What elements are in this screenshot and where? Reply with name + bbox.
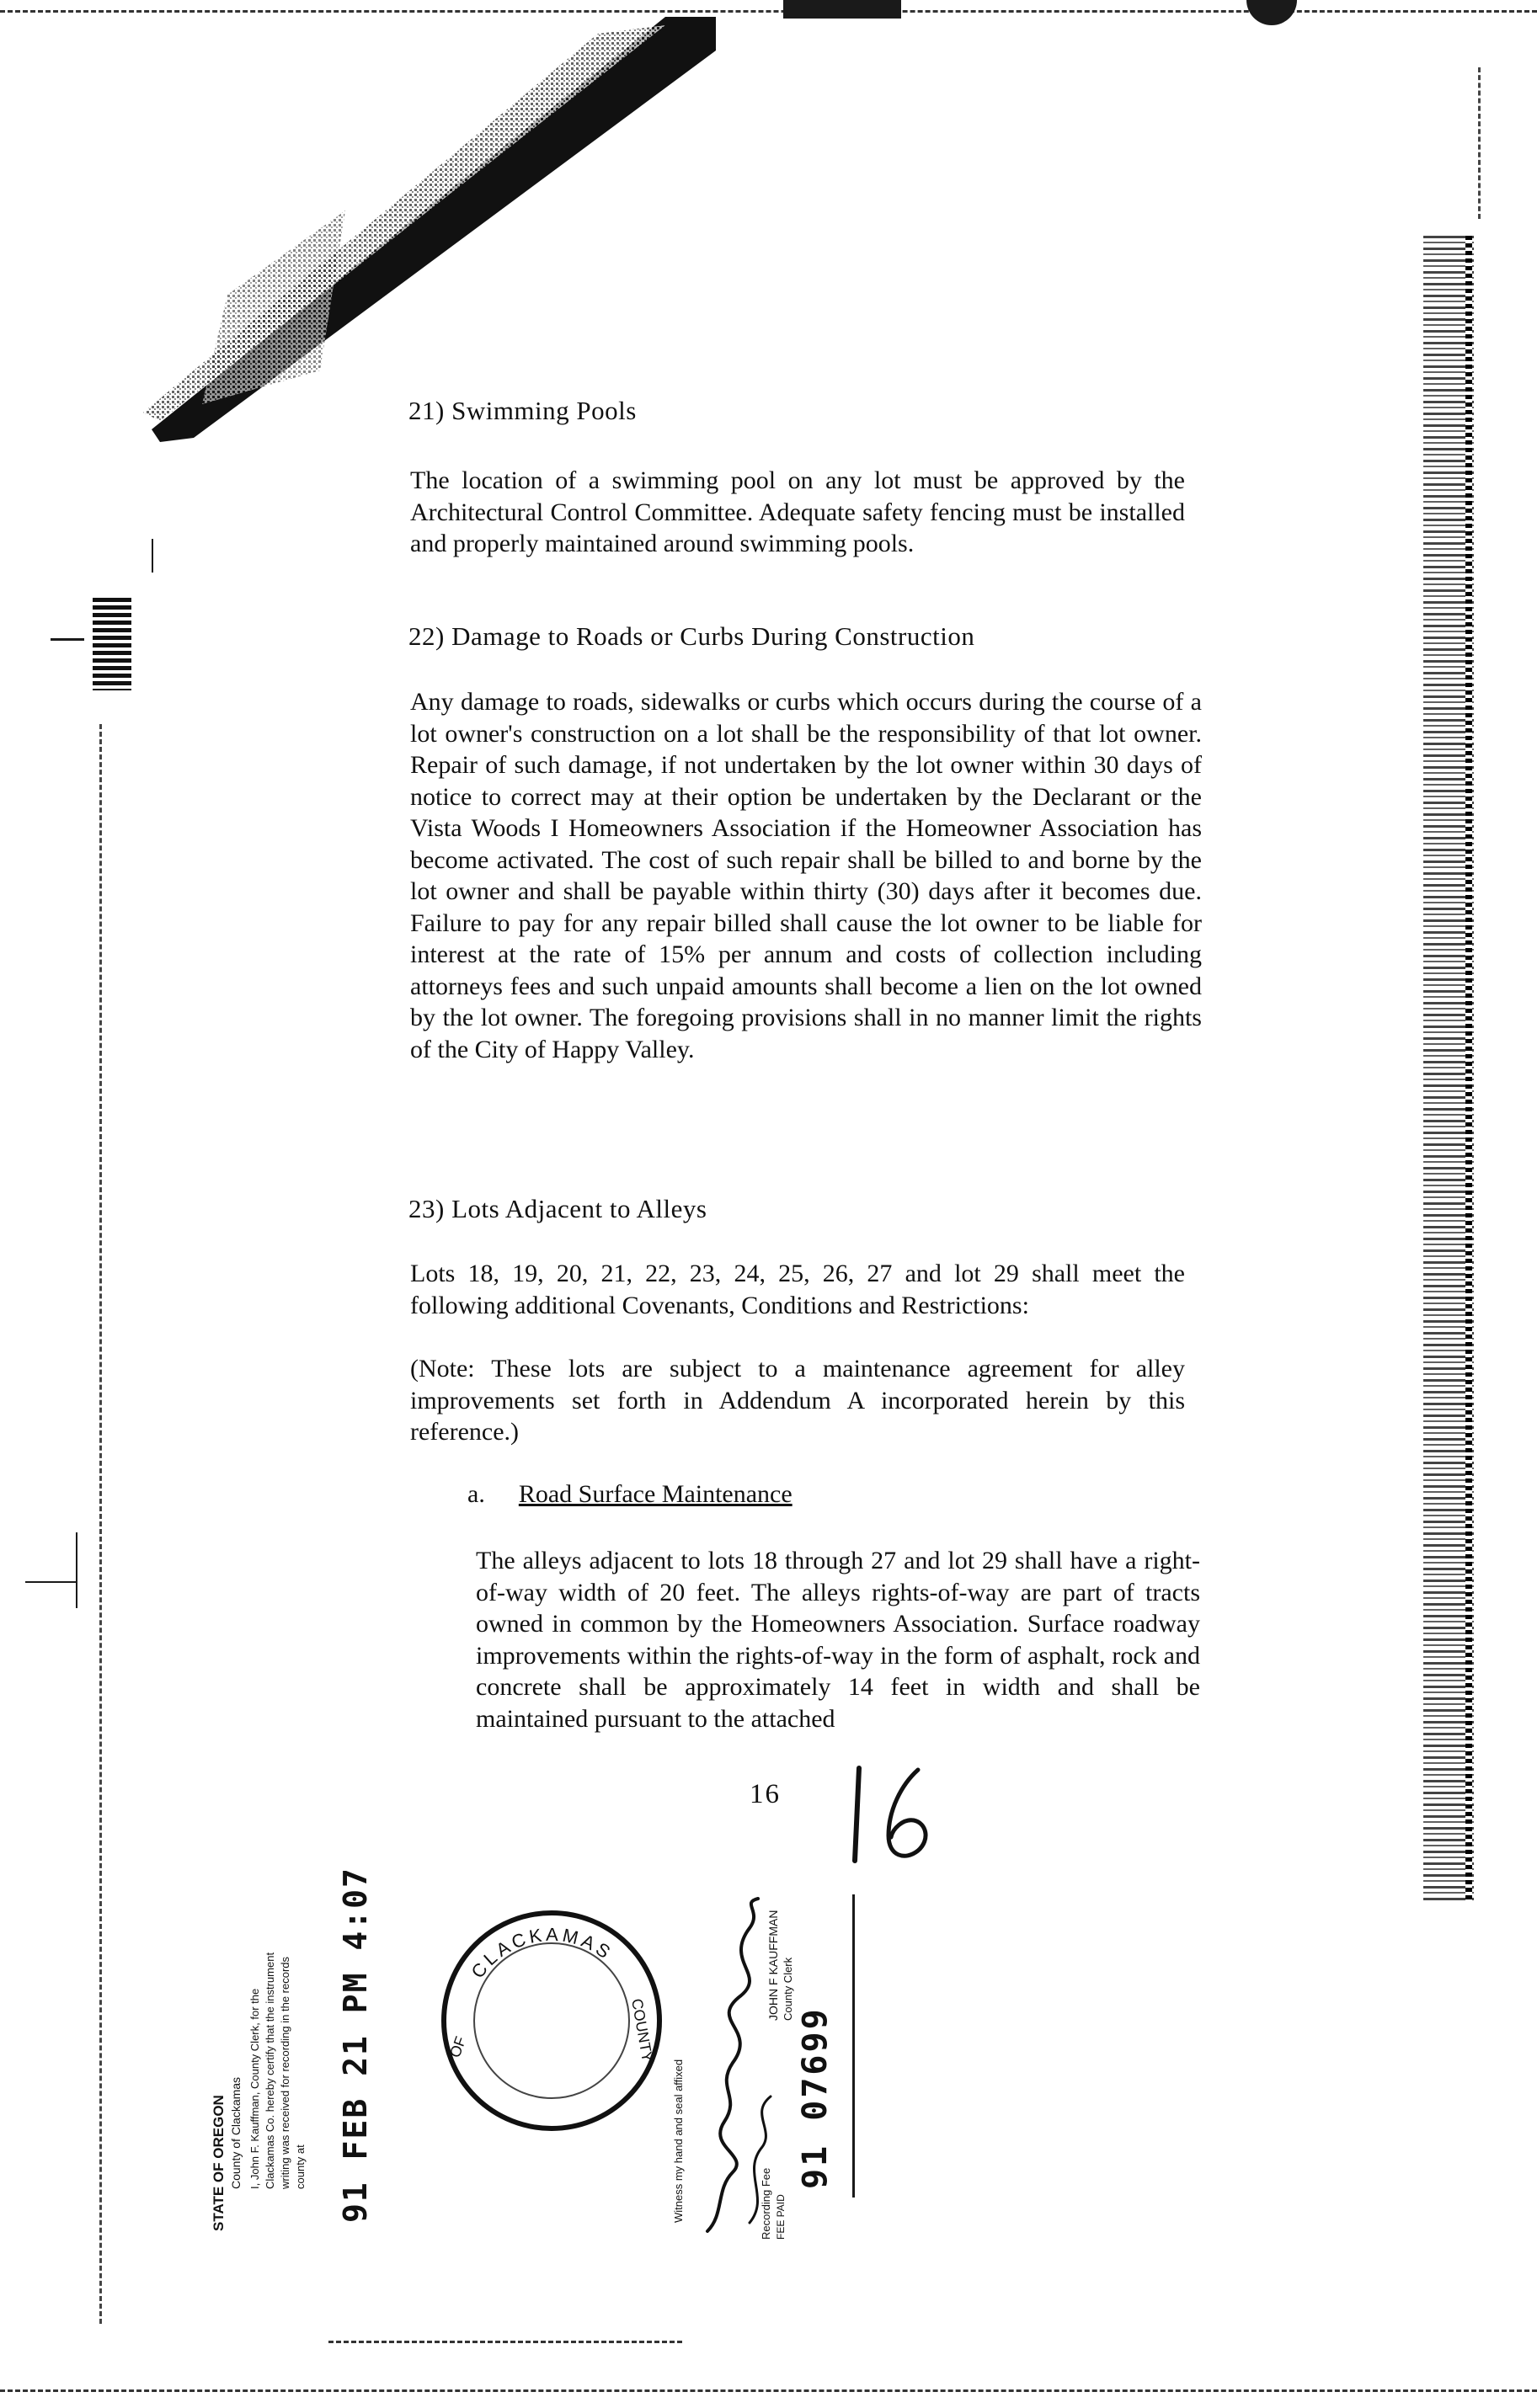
county-label: County of Clackamas [229,2076,243,2189]
seal-text-left: OF [446,2034,470,2060]
clerk-name: JOHN F KAUFFMAN [766,1910,780,2021]
subsection-a-body: The alleys adjacent to lots 18 through 27 and lot 29 shall have a right-of-way width of 20 feet. The alleys rights-of-way are part of tracts owned in common by the Homeowners Association. Surface roadway improvements within the rights-of-way in the form of asphalt, rock and concrete shall be approximately 14 feet in width and shall be maintained pursuant to the attached [476,1547,1200,1733]
section-21-heading: 21) Swimming Pools [408,396,637,425]
witness-text: Witness my hand and seal affixed [672,2059,685,2223]
state-of-oregon: STATE OF OREGON [211,2095,227,2231]
document-number: 91 07699 [796,2006,835,2189]
section-22-body: Any damage to roads, sidewalks or curbs which occurs during the course of a lot owner's construction on a lot shall be the responsibility of that lot owner. Repair of such damage, if not undertaken by the lot owner within 30 days of notice to correct may at their option be undertaken by the Declarant or the Vista Woods I Homeowners Association if the Homeowner Association has become activated. The cost of such repair shall be billed to and borne by the lot owner and shall be payable within thirty (30) days after it becomes due. Failure to pay for any repair billed shall cause the lot owner to be liable for interest at the rate of 15% per annum and costs of collection including attorneys fees and such unpaid amounts shall become a lien on the lot owned by the lot owner. The foregoing provisions shall in no manner limit the rights of the City of Happy Valley. [410,688,1202,1063]
page-number: 16 [750,1779,781,1809]
top-right-blot [1246,0,1297,25]
diagonal-smear-artifact [126,17,716,455]
seal-text-top: CLACKAMAS [467,1923,617,1983]
clerk-certification-4: county at [294,2144,307,2189]
section-21-body: The location of a swimming pool on any lot must be approved by the Architectural Control Committee. Adequate safety fencing must be installed and properly maintained around swimming pools. [410,466,1185,557]
clerk-certification-3: writing was received for recording in the records [279,1956,291,2189]
subsection-letter: a. [467,1480,485,1508]
right-edge-line-artifact [1465,236,1472,1903]
left-edge-bars-artifact [93,598,131,690]
recording-timestamp: 91 FEB 21 PM 4:07 [337,1867,374,2223]
section-23-note: (Note: These lots are subject to a maintenance agreement for alley improvements set forth in Addendum A incorporated herein by this reference.) [410,1355,1185,1446]
clerk-certification-1: I, John F. Kauffman, County Clerk, for the [248,1988,261,2189]
section-23-body: Lots 18, 19, 20, 21, 22, 23, 24, 25, 26, 27 and lot 29 shall meet the following additional Covenants, Conditions and Restrictions: [410,1260,1185,1319]
subsection-a-heading [467,1480,793,1509]
county-seal [434,1899,670,2143]
recording-fee: Recording Fee [760,2167,772,2240]
stamp-right-rule [852,1894,855,2198]
left-tick-3 [76,1532,77,1608]
right-vertical-dash-artifact [1478,67,1481,219]
top-edge-blot [783,0,901,19]
clerk-certification-2: Clackamas Co. hereby certify that the instrument [264,1952,276,2189]
section-23-heading: 23) Lots Adjacent to Alleys [408,1194,707,1223]
top-edge-artifact [0,10,1537,13]
handwritten-page-number [842,1760,960,1869]
clerk-title: County Clerk [782,1957,794,2021]
subsection-title: Road Surface Maintenance [518,1480,793,1508]
seal-text-right: COUNTY [628,1997,656,2064]
fee-paid-line: FEE PAID [775,2194,787,2240]
bottom-edge-artifact [0,2389,1537,2392]
bottom-mid-artifact [328,2341,682,2343]
left-vertical-dash-artifact [99,724,102,2324]
section-22-heading: 22) Damage to Roads or Curbs During Construction [408,621,975,651]
left-tick-4 [152,539,153,573]
left-tick-1 [51,638,84,641]
left-tick-2 [25,1581,76,1583]
